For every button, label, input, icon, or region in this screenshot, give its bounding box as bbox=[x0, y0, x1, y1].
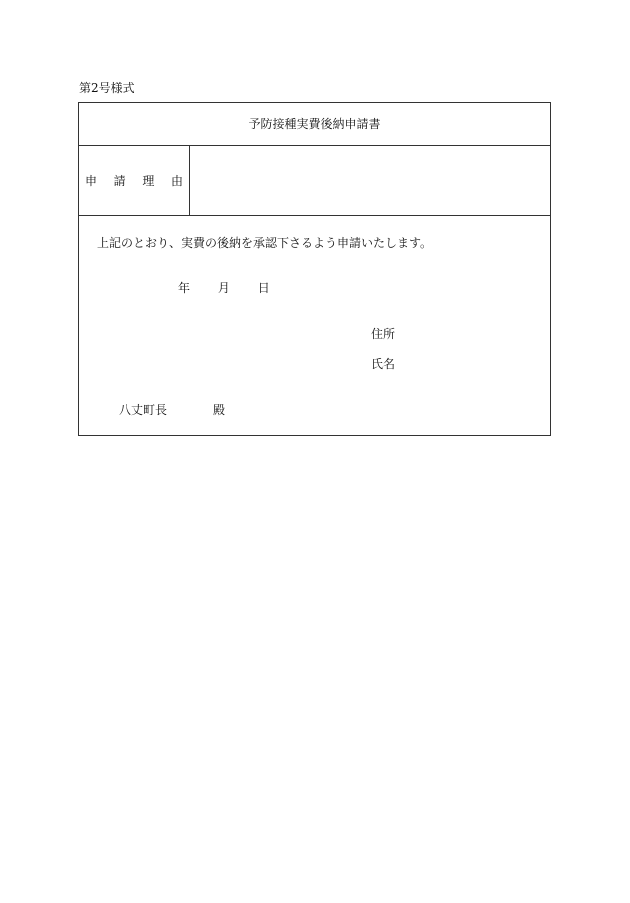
application-statement: 上記のとおり、実費の後納を承認下さるよう申請いたします。 bbox=[97, 236, 433, 250]
form-number: 第2号様式 bbox=[79, 81, 135, 95]
address-label: 住所 bbox=[371, 327, 396, 341]
honorific: 殿 bbox=[213, 403, 226, 417]
reason-field[interactable] bbox=[190, 146, 550, 215]
application-form bbox=[78, 102, 551, 436]
date-month-label: 月 bbox=[217, 281, 230, 295]
reason-label-char: 由 bbox=[170, 174, 183, 188]
reason-label bbox=[79, 146, 190, 215]
date-year-label: 年 bbox=[178, 281, 191, 295]
form-title: 予防接種実費後納申請書 bbox=[79, 103, 550, 146]
addressee: 八丈町長 bbox=[119, 403, 168, 417]
reason-row bbox=[79, 146, 550, 216]
reason-label-char: 申 bbox=[85, 174, 98, 188]
date-day-label: 日 bbox=[257, 281, 270, 295]
date-line bbox=[178, 280, 270, 296]
reason-label-char: 請 bbox=[113, 174, 126, 188]
name-label: 氏名 bbox=[371, 357, 396, 371]
reason-label-char: 理 bbox=[142, 174, 155, 188]
